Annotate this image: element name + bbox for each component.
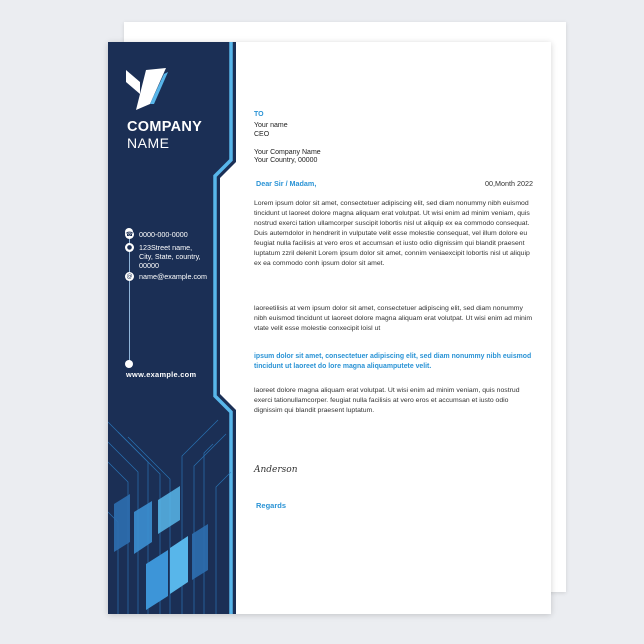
paragraph-3: laoreet dolore magna aliquam erat volutpat. Ut wisi enim ad minim veniam, quis nostrud exerci tationullamcorper. feugiat nulla facilisis at vero eros et accumsan et iusto odio dignissim qui blandit praesent luptatum. [254, 387, 520, 414]
contact-address-line3: 00000 [139, 261, 159, 270]
recipient-title: CEO [254, 131, 270, 138]
contact-address-line1: 123Street name, [139, 243, 193, 252]
letter-body [254, 42, 539, 614]
contact-address-line2: City, State, country, [139, 252, 201, 261]
phone-icon: ☎ [125, 231, 134, 238]
paragraph-1: Lorem ipsum dolor sit amet, consectetuer adipiscing elit, sed diam nonummy nibh euismod tincidunt ut laoreet dolore magna aliquam erat volutpat. Ut wisi enim ad minim veniam, quis nostrud exerci tation ullamcorper suscipit lobortis nisl ut aliquip ex ea commodo consequat. Duis autemdolor in hendrerit in vulputate velit esse molestie consequat, vel illum dolore eu feugiat nulla facilisis at vero eros et accumsan et iusto odio dignissim qui blandit praesent luptatum zzril delenit Lorem ipsum dolor sit amet, connim veniaexcipit lobortis nisl ut aliquip ex ea commodo conh ipsum dolor sit amet. [254, 200, 530, 267]
timeline-dot-bottom [125, 360, 133, 368]
company-name-line2: NAME [127, 135, 170, 151]
recipient-country: Your Country, 00000 [254, 157, 318, 164]
recipient-company: Your Company Name [254, 149, 321, 156]
contact-phone: 0000-000-0000 [139, 230, 188, 239]
company-logo [124, 68, 168, 114]
highlighted-paragraph: ipsum dolor sit amet, consectetuer adipiscing elit, sed diam nonummy nibh euismod tincidunt ut laoreet do lore magna aliquamputete velit. [254, 353, 532, 370]
letterhead-sheet [108, 42, 551, 614]
recipient-name: Your name [254, 122, 288, 129]
location-pin-icon: ● [126, 244, 133, 251]
closing-regards: Regards [256, 501, 287, 510]
letter-date: 00,Month 2022 [485, 179, 533, 188]
company-name-line1: COMPANY [127, 119, 203, 135]
email-icon: @ [126, 273, 133, 280]
paragraph-2: laoreetilisis at vem ipsum dolor sit amet, consectetuer adipiscing elit, sed diam nonummy nibh euismod tincidunt ut laoreet dolore magna aliquam erat volutpat. Ut wisi enim ad minim vtate velit esse molestie conxecipit loisl ut [254, 305, 533, 332]
salutation: Dear Sir / Madam, [256, 179, 317, 188]
to-label: TO [254, 111, 264, 118]
contact-email: name@example.com [139, 272, 208, 281]
website-url: www.example.com [126, 370, 197, 379]
signature: Anderson [254, 465, 298, 475]
